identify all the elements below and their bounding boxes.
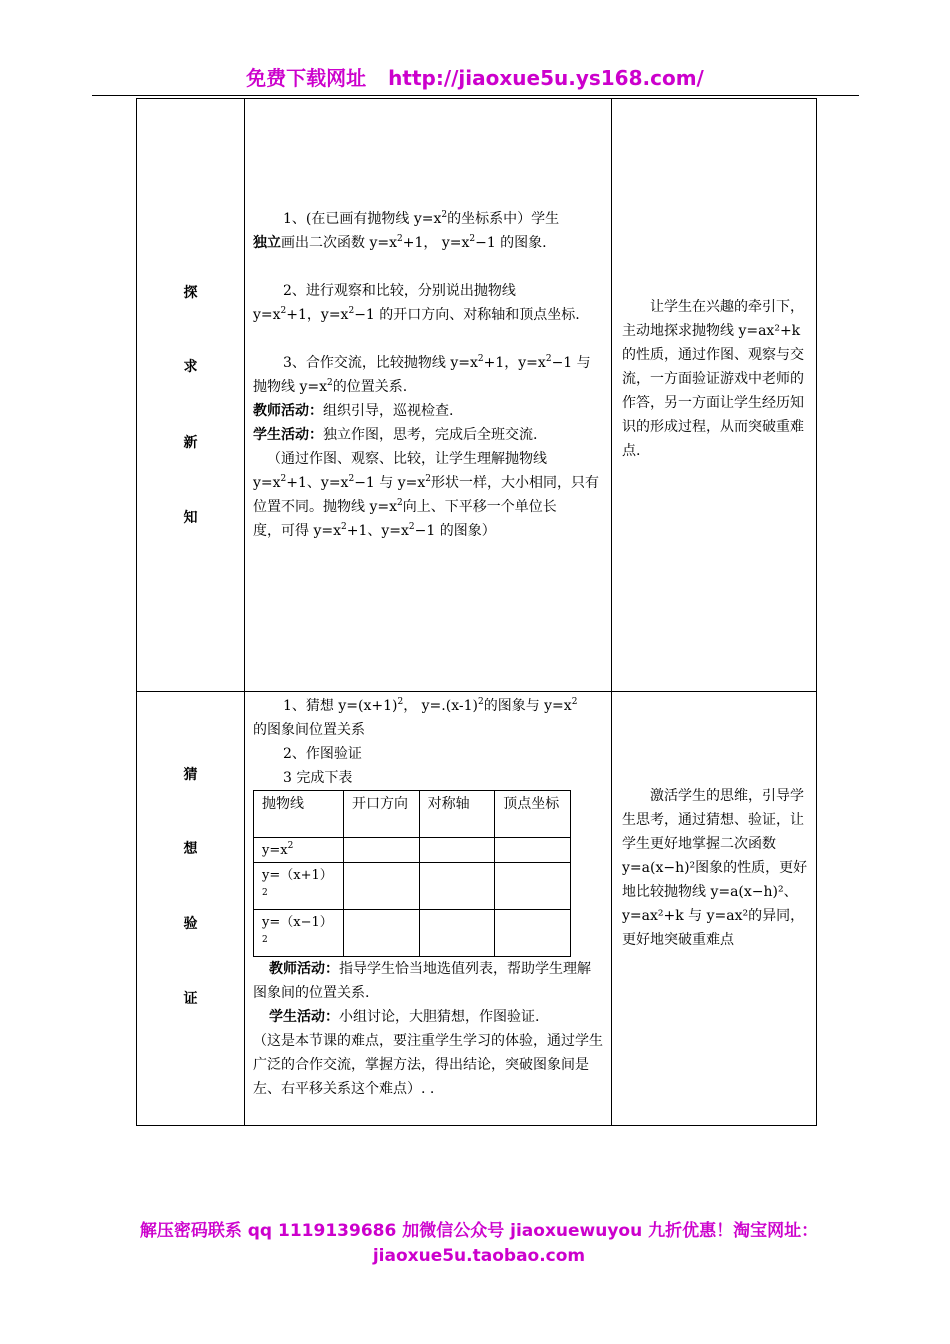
label-char: 证 bbox=[183, 991, 198, 1007]
section-guess-row bbox=[137, 692, 817, 1126]
guess-summary: （这是本节课的难点，要注重学生学习的体验，通过学生广泛的合作交流，掌握方法，得出结论，突破图象间是左、右平移关系这个难点）. . bbox=[253, 1033, 603, 1097]
properties-table bbox=[253, 790, 571, 957]
header bbox=[0, 62, 950, 91]
table-header: 顶点坐标 bbox=[495, 791, 571, 838]
lesson-table bbox=[136, 98, 817, 1126]
section-guess-content bbox=[245, 692, 612, 1126]
summary-cont: $y=x^2+1$、$y=x^2-1$ 与 $y=x^2$形状一样，大小相同，只有 bbox=[253, 474, 600, 491]
table-cell[interactable] bbox=[495, 863, 571, 910]
label-char: 探 bbox=[183, 285, 198, 301]
footer: 解压密码联系 qq 1119139686 加微信公众号 jiaoxuewuyou 九折优惠！淘宝网址：jiaoxue5u.taobao.com bbox=[139, 1221, 819, 1266]
student-activity: 学生活动：独立作图，思考，完成后全班交流. bbox=[253, 427, 538, 443]
table-cell[interactable] bbox=[495, 910, 571, 957]
label-char: 想 bbox=[183, 841, 198, 857]
guess-step-3: 3 完成下表 bbox=[283, 770, 353, 786]
guess-step-1-cont: 的图象间位置关系 bbox=[253, 722, 365, 738]
section-explore-label bbox=[137, 99, 245, 692]
label-char: 知 bbox=[183, 510, 198, 526]
summary: （通过作图、观察、比较，让学生理解抛物线 bbox=[267, 451, 547, 467]
guess-teacher-activity: 教师活动：指导学生恰当地选值列表，帮助学生理解图象间的位置关系. bbox=[253, 961, 591, 1001]
table-header-row bbox=[254, 791, 571, 838]
design-note: 让学生在兴趣的牵引下，主动地探求抛物线 y=ax²+k 的性质，通过作图、观察与交流，一方面验证游戏中老师的作答，另一方面让学生经历知识的形成过程，从而突破重难点. bbox=[622, 299, 804, 459]
table-row bbox=[254, 910, 571, 957]
table-cell: $y=x^2$ bbox=[254, 838, 344, 863]
section-guess-label bbox=[137, 692, 245, 1126]
section-explore-note bbox=[612, 99, 817, 692]
table-cell[interactable] bbox=[343, 838, 419, 863]
label-char: 求 bbox=[183, 359, 198, 375]
table-cell[interactable] bbox=[495, 838, 571, 863]
step-3-cont: 抛物线 $y=x^2$的位置关系. bbox=[253, 378, 408, 395]
header-divider bbox=[92, 95, 859, 96]
label-char: 猜 bbox=[183, 767, 198, 783]
table-cell[interactable] bbox=[419, 863, 495, 910]
teacher-activity: 教师活动：组织引导，巡视检查. bbox=[253, 403, 454, 419]
step-2-cont: $y=x^2+1$，$y=x^2-1$ 的开口方向、对称轴和顶点坐标. bbox=[253, 306, 580, 323]
table-header: 抛物线 bbox=[254, 791, 344, 838]
section-explore-content bbox=[245, 99, 612, 692]
label-char: 验 bbox=[183, 916, 198, 932]
step-1-cont: 独立画出二次函数 $y=x^2+1$， $y=x^2-1$ 的图象. bbox=[253, 234, 547, 251]
table-cell[interactable] bbox=[419, 838, 495, 863]
table-cell[interactable] bbox=[343, 863, 419, 910]
header-label: 免费下载网址 bbox=[246, 66, 367, 90]
guess-student-activity: 学生活动：小组讨论，大胆猜想，作图验证. bbox=[269, 1009, 540, 1025]
table-row bbox=[254, 838, 571, 863]
table-cell[interactable] bbox=[419, 910, 495, 957]
header-url[interactable]: http://jiaoxue5u.ys168.com/ bbox=[388, 66, 704, 90]
summary-cont: 位置不同。抛物线 $y=x^2$向上、下平移一个单位长 bbox=[253, 498, 557, 515]
table-cell: $y=(x+1)^2$ bbox=[254, 863, 344, 910]
table-header: 对称轴 bbox=[419, 791, 495, 838]
section-explore-row bbox=[137, 99, 817, 692]
label-char: 新 bbox=[183, 435, 198, 451]
step-3: 3、合作交流，比较抛物线 $y=x^2+1$，$y=x^2-1$ 与 bbox=[283, 354, 591, 371]
summary-cont: 度，可得 $y=x^2+1$、$y=x^2-1$ 的图象） bbox=[253, 522, 496, 539]
step-2: 2、进行观察和比较，分别说出抛物线 bbox=[283, 283, 516, 299]
table-row bbox=[254, 863, 571, 910]
table-cell[interactable] bbox=[343, 910, 419, 957]
section-guess-note bbox=[612, 692, 817, 1126]
guess-step-1: 1、猜想 $y=(x+1)^2$， $y=.(x-1)^2$的图象与 $y=x^2$ bbox=[283, 697, 578, 714]
table-cell: $y=(x-1)^2$ bbox=[254, 910, 344, 957]
table-header: 开口方向 bbox=[343, 791, 419, 838]
step-1: 1、(在已画有抛物线 $y=x^2$的坐标系中）学生 bbox=[283, 210, 560, 227]
guess-step-2: 2、作图验证 bbox=[283, 746, 362, 762]
design-note: 激活学生的思维，引导学生思考，通过猜想、验证，让学生更好地掌握二次函数 y=a(x−h)²图象的性质，更好地比较抛物线 y=a(x−h)²、y=ax²+k 与 y=ax²的异同，更好地突破重难点 bbox=[622, 788, 808, 948]
